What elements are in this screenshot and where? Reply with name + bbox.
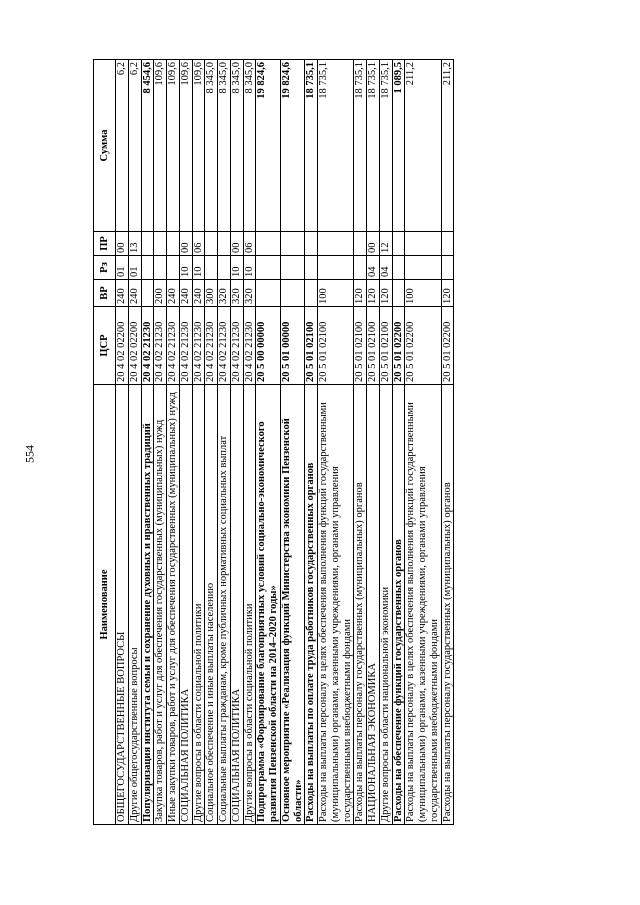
table-row (141, 60, 154, 825)
budget-table (93, 59, 454, 825)
table-row (441, 60, 454, 825)
cell-vr: 240 (116, 280, 129, 307)
header-vr: ВР (94, 280, 116, 307)
cell-vr: 240 (128, 280, 141, 307)
table-row (154, 60, 167, 825)
cell-vr: 320 (243, 280, 256, 307)
cell-pr (256, 232, 281, 256)
cell-csr: 20 5 01 02100 (379, 307, 392, 385)
cell-csr: 20 5 01 02100 (318, 307, 354, 385)
cell-pr (354, 232, 367, 256)
cell-name: СОЦИАЛЬНАЯ ПОЛИТИКА (179, 385, 192, 825)
header-csr: ЦСР (94, 307, 116, 385)
cell-name: Закупка товаров, работ и услуг для обеспечения государственных (муниципальных) нужд (154, 385, 167, 825)
cell-name: ОБЩЕГОСУДАРСТВЕННЫЕ ВОПРОСЫ (116, 385, 129, 825)
cell-rz (218, 256, 231, 280)
cell-name: Другие вопросы в области национальной экономики (379, 385, 392, 825)
cell-rz: 01 (116, 256, 129, 280)
table-row (367, 60, 380, 825)
cell-sum: 8 454,6 (141, 60, 154, 232)
cell-sum: 6,2 (128, 60, 141, 232)
cell-sum: 18 735,1 (354, 60, 367, 232)
cell-rz (354, 256, 367, 280)
cell-vr: 120 (354, 280, 367, 307)
cell-pr (205, 232, 218, 256)
cell-sum: 18 735,1 (305, 60, 318, 232)
cell-csr: 20 4 02 02200 (128, 307, 141, 385)
cell-rz (392, 256, 405, 280)
cell-pr (441, 232, 454, 256)
cell-name: Социальное обеспечение и иные выплаты населению (205, 385, 218, 825)
cell-pr: 13 (128, 232, 141, 256)
cell-csr: 20 4 02 21230 (167, 307, 180, 385)
cell-sum: 8 345,0 (230, 60, 243, 232)
table-row (243, 60, 256, 825)
cell-vr: 200 (154, 280, 167, 307)
cell-pr (318, 232, 354, 256)
table-row (167, 60, 180, 825)
cell-rz (318, 256, 354, 280)
cell-name: Другие общегосударственные вопросы (128, 385, 141, 825)
cell-vr: 240 (192, 280, 205, 307)
table-row (218, 60, 231, 825)
table-body (116, 60, 454, 825)
cell-csr: 20 5 01 02200 (392, 307, 405, 385)
cell-vr: 120 (367, 280, 380, 307)
cell-rz (405, 256, 441, 280)
cell-sum: 18 735,1 (367, 60, 380, 232)
table-row (179, 60, 192, 825)
cell-pr (280, 232, 305, 256)
cell-name: Расходы на обеспечение функций государственных органов (392, 385, 405, 825)
cell-csr: 20 4 02 21230 (154, 307, 167, 385)
cell-name: Другие вопросы в области социальной политики (243, 385, 256, 825)
cell-vr: 320 (230, 280, 243, 307)
cell-rz: 10 (192, 256, 205, 280)
table-row (192, 60, 205, 825)
rotated-page (93, 60, 547, 825)
cell-pr (167, 232, 180, 256)
cell-csr: 20 5 01 02200 (405, 307, 441, 385)
cell-sum: 19 824,6 (280, 60, 305, 232)
cell-csr: 20 5 00 00000 (256, 307, 281, 385)
table-row (305, 60, 318, 825)
cell-vr: 120 (379, 280, 392, 307)
table-row (116, 60, 129, 825)
cell-vr: 300 (205, 280, 218, 307)
cell-rz (256, 256, 281, 280)
table-row (280, 60, 305, 825)
cell-pr: 00 (367, 232, 380, 256)
cell-vr (305, 280, 318, 307)
cell-name: Популяризация института семьи и сохранение духовных и нравственных традиций (141, 385, 154, 825)
cell-rz: 10 (179, 256, 192, 280)
cell-vr: 100 (405, 280, 441, 307)
cell-sum: 8 345,0 (243, 60, 256, 232)
cell-rz: 01 (128, 256, 141, 280)
cell-rz (154, 256, 167, 280)
cell-csr: 20 5 01 02100 (367, 307, 380, 385)
cell-sum: 109,6 (179, 60, 192, 232)
cell-rz: 10 (243, 256, 256, 280)
cell-pr: 12 (379, 232, 392, 256)
cell-rz (167, 256, 180, 280)
cell-name: Основное мероприятие «Реализация функций Министерства экономики Пензенской области» (280, 385, 305, 825)
cell-rz (141, 256, 154, 280)
cell-csr: 20 5 01 02200 (441, 307, 454, 385)
cell-rz: 04 (367, 256, 380, 280)
table-row (256, 60, 281, 825)
cell-pr: 00 (116, 232, 129, 256)
cell-name: Расходы на выплаты по оплате труда работников государственных органов (305, 385, 318, 825)
cell-vr (141, 280, 154, 307)
cell-csr: 20 5 01 02100 (354, 307, 367, 385)
cell-name: Расходы на выплаты персоналу государственных (муниципальных) органов (354, 385, 367, 825)
cell-sum: 8 345,0 (218, 60, 231, 232)
table-row (230, 60, 243, 825)
cell-name: Подпрограмма «Формирование благоприятных условий социально-экономического развития Пензенской области на 2014–2020 годы» (256, 385, 281, 825)
cell-sum: 18 735,1 (379, 60, 392, 232)
cell-rz (205, 256, 218, 280)
table-row (392, 60, 405, 825)
cell-pr (141, 232, 154, 256)
cell-csr: 20 5 01 00000 (280, 307, 305, 385)
cell-rz: 04 (379, 256, 392, 280)
cell-csr: 20 4 02 21230 (205, 307, 218, 385)
cell-csr: 20 4 02 21230 (243, 307, 256, 385)
cell-pr: 00 (230, 232, 243, 256)
table-row (205, 60, 218, 825)
cell-sum: 211,2 (405, 60, 441, 232)
cell-name: Расходы на выплаты персоналу государственных (муниципальных) органов (441, 385, 454, 825)
cell-vr (256, 280, 281, 307)
cell-sum: 109,6 (154, 60, 167, 232)
cell-sum: 19 824,6 (256, 60, 281, 232)
cell-name: Иные закупки товаров, работ и услуг для обеспечения государственных (муниципальных) нужд (167, 385, 180, 825)
header-rz: Рз (94, 256, 116, 280)
table-row (318, 60, 354, 825)
table-row (379, 60, 392, 825)
table-row (405, 60, 441, 825)
cell-sum: 8 345,0 (205, 60, 218, 232)
cell-name: Другие вопросы в области социальной политики (192, 385, 205, 825)
cell-rz (280, 256, 305, 280)
cell-csr: 20 4 02 21230 (179, 307, 192, 385)
cell-pr: 06 (243, 232, 256, 256)
cell-vr (392, 280, 405, 307)
cell-pr (392, 232, 405, 256)
cell-csr: 20 4 02 21230 (218, 307, 231, 385)
cell-rz: 10 (230, 256, 243, 280)
cell-csr: 20 4 02 21230 (141, 307, 154, 385)
header-pr: ПР (94, 232, 116, 256)
page-number: 554 (22, 445, 37, 463)
cell-vr: 320 (218, 280, 231, 307)
table-row (128, 60, 141, 825)
cell-vr (280, 280, 305, 307)
cell-sum: 1 089,5 (392, 60, 405, 232)
cell-sum: 109,6 (192, 60, 205, 232)
header-sum: Сумма (94, 60, 116, 232)
cell-sum: 6,2 (116, 60, 129, 232)
cell-pr (154, 232, 167, 256)
cell-name: Расходы на выплаты персоналу в целях обеспечения выполнения функций государственными (муниципальными) органами, казенными учреждениями, органами управления государственными внебюджетными фондами (318, 385, 354, 825)
table-header-row (94, 60, 116, 825)
cell-csr: 20 4 02 21230 (192, 307, 205, 385)
cell-rz (305, 256, 318, 280)
cell-vr: 120 (441, 280, 454, 307)
cell-pr (218, 232, 231, 256)
cell-csr: 20 4 02 02200 (116, 307, 129, 385)
cell-pr: 06 (192, 232, 205, 256)
cell-pr (305, 232, 318, 256)
cell-name: Социальные выплаты гражданам, кроме публичных нормативных социальных выплат (218, 385, 231, 825)
cell-sum: 109,6 (167, 60, 180, 232)
cell-pr (405, 232, 441, 256)
cell-vr: 240 (179, 280, 192, 307)
cell-vr: 100 (318, 280, 354, 307)
table-row (354, 60, 367, 825)
header-name: Наименование (94, 385, 116, 825)
cell-name: НАЦИОНАЛЬНАЯ ЭКОНОМИКА (367, 385, 380, 825)
cell-sum: 18 735,1 (318, 60, 354, 232)
cell-vr: 240 (167, 280, 180, 307)
cell-name: Расходы на выплаты персоналу в целях обеспечения выполнения функций государственными (муниципальными) органами, казенными учреждениями, органами управления государственными внебюджетными фондами (405, 385, 441, 825)
cell-name: СОЦИАЛЬНАЯ ПОЛИТИКА (230, 385, 243, 825)
cell-sum: 211,2 (441, 60, 454, 232)
cell-csr: 20 4 02 21230 (230, 307, 243, 385)
cell-csr: 20 5 01 02100 (305, 307, 318, 385)
cell-pr: 00 (179, 232, 192, 256)
cell-rz (441, 256, 454, 280)
